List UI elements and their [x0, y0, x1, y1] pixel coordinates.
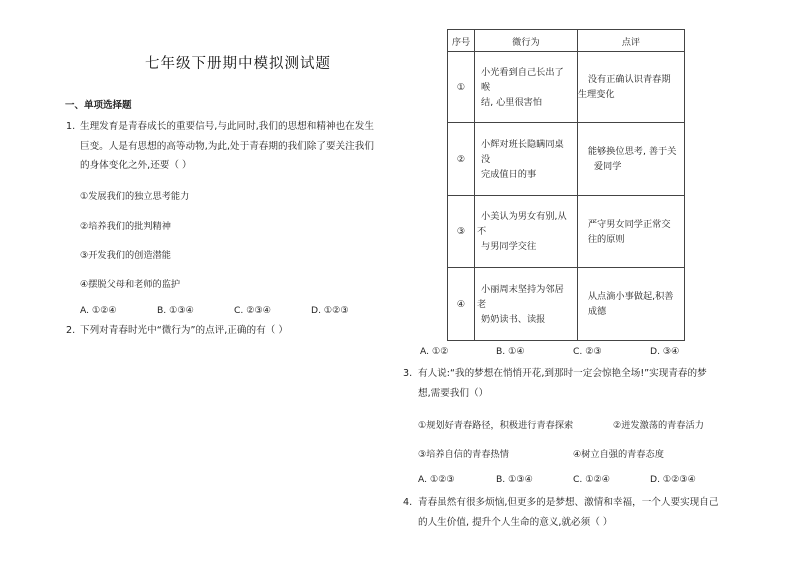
choice-c[interactable]: C. ①②④ — [573, 474, 610, 485]
question-text-line: 青春虽然有很多烦恼,但更多的是梦想、激情和幸福，一个人要实现自己 — [418, 497, 719, 508]
option-item: ④树立自强的青春态度 — [573, 449, 664, 460]
question-number: 4. — [403, 497, 413, 508]
comment-cell — [577, 52, 684, 123]
cell-line: 老 — [477, 298, 487, 310]
behavior-cell — [475, 52, 578, 123]
cell-line: 喉 — [481, 81, 491, 93]
cell-line: 小美认为男女有别,从 — [481, 211, 567, 222]
cell-line: 爱同学 — [593, 161, 622, 172]
question-text-line: 的身体变化之外,还要（ ） — [80, 160, 192, 171]
row-number: ② — [448, 123, 475, 196]
choice-a[interactable]: A. ①②③ — [418, 474, 455, 485]
table-row — [448, 196, 685, 268]
behavior-table — [447, 29, 685, 341]
cell-line: 没有正确认识青春期 — [587, 74, 671, 85]
comment-cell — [577, 123, 684, 196]
question-text-line: 有人说:“我的梦想在悄悄开花,到那时一定会惊艳全场!”实现青春的梦 — [418, 368, 707, 379]
cell-line: 没 — [481, 153, 491, 165]
row-number: ④ — [448, 268, 475, 341]
table-header-row — [448, 30, 685, 52]
choice-b[interactable]: B. ①③④ — [496, 474, 533, 485]
section-heading: 一、单项选择题 — [65, 100, 132, 111]
question-number: 2. — [66, 325, 76, 336]
cell-line: 奶奶读书、读报 — [481, 313, 546, 325]
page-title: 七年级下册期中模拟测试题 — [145, 56, 331, 72]
cell-line: 小光看到自己长出了 — [481, 66, 564, 78]
choice-c[interactable]: C. ②③ — [573, 346, 602, 357]
option-item: ③开发我们的创造潜能 — [80, 250, 171, 261]
question-text-line: 生理发育是青春成长的重要信号,与此同时,我们的思想和精神也在发生 — [80, 121, 374, 132]
choice-c[interactable]: C. ②③④ — [234, 305, 271, 316]
choice-a[interactable]: A. ①② — [420, 346, 449, 357]
behavior-cell — [475, 123, 578, 196]
choice-a[interactable]: A. ①②④ — [80, 305, 117, 316]
table-row — [448, 52, 685, 123]
cell-line: 能够换位思考, 善于关 — [587, 146, 677, 157]
cell-line: 结, 心里很害怕 — [481, 96, 543, 108]
option-item: ③培养自信的青春热情 — [418, 449, 509, 460]
choice-b[interactable]: B. ①③④ — [157, 305, 194, 316]
cell-line: 从点滴小事做起,积善 — [587, 291, 674, 302]
cell-line: 成德 — [587, 306, 607, 317]
row-number: ③ — [448, 196, 475, 268]
comment-cell — [577, 196, 684, 268]
cell-line: 不 — [477, 226, 487, 237]
choice-d[interactable]: D. ①②③④ — [650, 474, 696, 485]
option-item: ②迸发激荡的青春活力 — [613, 420, 704, 431]
choice-b[interactable]: B. ①④ — [496, 346, 525, 357]
question-text-line: 的人生价值, 提升个人生命的意义,就必须（ ） — [418, 517, 613, 528]
question-text-line: 想,需要我们（） — [418, 388, 489, 399]
row-number: ① — [448, 52, 475, 123]
table-row — [448, 123, 685, 196]
cell-line: 严守男女同学正常交 — [587, 218, 671, 230]
cell-line: 小丽周末坚持为邻居 — [481, 283, 564, 295]
cell-line: 生理变化 — [577, 89, 615, 100]
table-row — [448, 268, 685, 341]
choice-d[interactable]: D. ①②③ — [311, 305, 349, 316]
choice-d[interactable]: D. ③④ — [650, 346, 680, 357]
question-text-line: 下列对青春时光中“微行为”的点评,正确的有（ ） — [80, 325, 288, 336]
option-item: ①发展我们的独立思考能力 — [80, 191, 190, 202]
question-text-line: 巨变。人是有思想的高等动物,为此,处于青春期的我们除了要关注我们 — [80, 141, 374, 152]
behavior-cell — [475, 196, 578, 268]
option-item: ①规划好青春路径，积极进行青春探索 — [418, 420, 574, 431]
option-item: ②培养我们的批判精神 — [80, 221, 171, 232]
column-header: 点评 — [577, 30, 684, 52]
option-item: ④摆脱父母和老师的监护 — [80, 279, 181, 290]
cell-line: 与男同学交往 — [481, 241, 537, 252]
comment-cell — [577, 268, 684, 341]
cell-line: 往的原则 — [587, 233, 625, 245]
question-number: 3. — [403, 368, 413, 379]
column-header: 微行为 — [475, 30, 578, 52]
behavior-cell — [475, 268, 578, 341]
cell-line: 小辉对班长隐瞒同桌 — [481, 138, 564, 150]
question-number: 1. — [66, 121, 76, 132]
cell-line: 完成值日的事 — [481, 168, 537, 180]
column-header: 序号 — [448, 30, 475, 52]
